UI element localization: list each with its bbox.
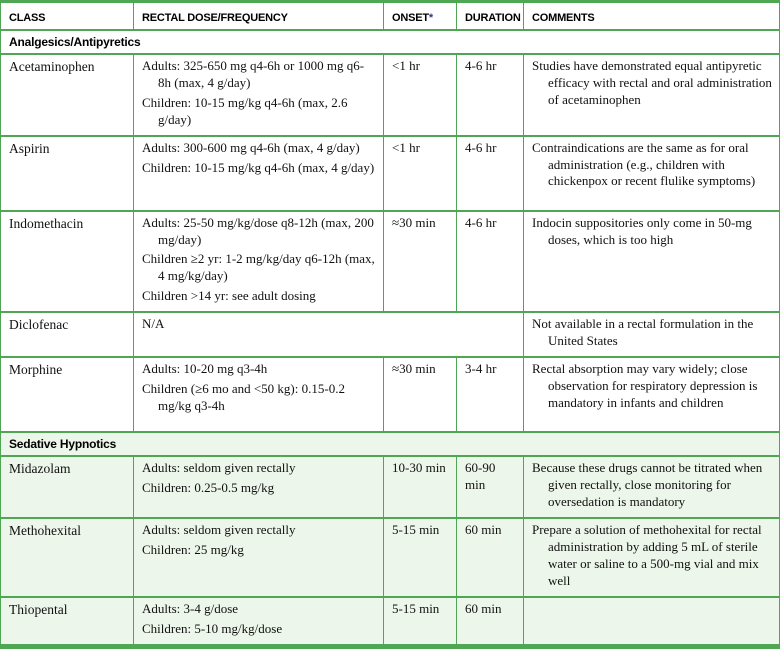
comment-text: Because these drugs cannot be titrated when given rectally, close monitoring for oversedation is mandatory <box>532 460 763 510</box>
dose-cell <box>134 597 384 646</box>
column-header-dose <box>134 2 384 30</box>
onset-cell: <1 hr <box>384 136 457 211</box>
dose-line: Adults: 325-650 mg q4-6h or 1000 mg q6-8h (max, 4 g/day) <box>142 58 365 90</box>
comments-cell <box>524 211 780 312</box>
onset-cell: 5-15 min <box>384 518 457 597</box>
dose-line: Adults: 10-20 mg q3-4h <box>142 360 268 376</box>
duration-cell: 3-4 hr <box>457 357 524 432</box>
table-row-morphine <box>1 357 780 432</box>
onset-footnote-asterisk: * <box>428 12 433 24</box>
onset-cell: ≈30 min <box>384 357 457 432</box>
comments-cell <box>524 312 780 357</box>
comment-text: Indocin suppositories only come in 50-mg doses, which is too high <box>532 214 752 247</box>
comments-cell <box>524 518 780 597</box>
duration-cell: 4-6 hr <box>457 136 524 211</box>
table-row-acetaminophen <box>1 54 780 136</box>
comments-cell <box>524 597 780 646</box>
comments-cell <box>524 54 780 136</box>
duration-cell: 4-6 hr <box>457 54 524 136</box>
duration-cell: 4-6 hr <box>457 211 524 312</box>
dose-line: Children: 25 mg/kg <box>142 542 244 558</box>
column-header-dose-label: RECTAL DOSE/FREQUENCY <box>142 12 288 24</box>
drug-name: Acetaminophen <box>1 54 134 136</box>
column-header-class <box>1 2 134 30</box>
column-header-onset-label: ONSET <box>392 12 429 24</box>
drug-name: Midazolam <box>1 456 134 518</box>
dose-line: Children >14 yr: see adult dosing <box>142 288 316 304</box>
drug-name: Diclofenac <box>1 312 134 357</box>
table-row-aspirin <box>1 136 780 211</box>
onset-cell: 5-15 min <box>384 597 457 646</box>
table-row-thiopental <box>1 597 780 646</box>
duration-cell: 60 min <box>457 518 524 597</box>
column-header-class-label: CLASS <box>9 12 46 24</box>
comments-cell <box>524 456 780 518</box>
column-header-onset <box>384 2 457 30</box>
drug-name: Methohexital <box>1 518 134 597</box>
table-row-indomethacin <box>1 211 780 312</box>
drug-name: Aspirin <box>1 136 134 211</box>
comments-cell <box>524 357 780 432</box>
dose-line: Children: 0.25-0.5 mg/kg <box>142 480 275 496</box>
dose-line: Children (≥6 mo and <50 kg): 0.15-0.2 mg/kg q3-4h <box>142 380 345 413</box>
dose-line: Adults: seldom given rectally <box>142 460 296 476</box>
dose-line: Children: 10-15 mg/kg q4-6h (max, 2.6 g/day) <box>142 94 348 127</box>
table-row-diclofenac <box>1 312 780 357</box>
dose-line: Children: 5-10 mg/kg/dose <box>142 620 283 636</box>
dose-line: Adults: 25-50 mg/kg/dose q8-12h (max, 200 mg/day) <box>142 214 374 247</box>
drug-name: Morphine <box>1 357 134 432</box>
dose-cell <box>134 456 384 518</box>
comment-text: Rectal absorption may vary widely; close observation for respiratory depression is mandatory in infants and children <box>532 360 758 410</box>
column-header-comments <box>524 2 780 30</box>
table-row-methohexital <box>1 518 780 597</box>
comment-text: Not available in a rectal formulation in the United States <box>532 316 754 348</box>
drug-name: Thiopental <box>1 597 134 646</box>
dose-line: Adults: seldom given rectally <box>142 522 296 538</box>
comment-text: Prepare a solution of methohexital for rectal administration by adding 5 mL of sterile water or saline to a 500-mg vial and mix well <box>532 522 762 588</box>
section-header-sedatives-label: Sedative Hypnotics <box>1 432 780 457</box>
section-header-analgesics-label: Analgesics/Antipyretics <box>1 30 780 55</box>
dose-line: Adults: 3-4 g/dose <box>142 600 239 616</box>
comment-text: Contraindications are the same as for oral administration (e.g., children with chickenpox or recent flulike symptoms) <box>532 139 756 189</box>
column-header-duration <box>457 2 524 30</box>
comment-text: Studies have demonstrated equal antipyretic efficacy with rectal and oral administration of acetaminophen <box>532 58 772 107</box>
dose-line: Adults: 300-600 mg q4-6h (max, 4 g/day) <box>142 139 360 155</box>
comments-cell <box>524 136 780 211</box>
drug-name: Indomethacin <box>1 211 134 312</box>
onset-cell: 10-30 min <box>384 456 457 518</box>
column-header-duration-label: DURATION <box>465 12 521 24</box>
dose-cell <box>134 518 384 597</box>
dose-cell <box>134 136 384 211</box>
dose-cell <box>134 54 384 136</box>
duration-cell: 60-90 min <box>457 456 524 518</box>
duration-cell: 60 min <box>457 597 524 646</box>
onset-cell: <1 hr <box>384 54 457 136</box>
dose-line: Children ≥2 yr: 1-2 mg/kg/day q6-12h (max, 4 mg/kg/day) <box>142 251 375 284</box>
onset-cell: ≈30 min <box>384 211 457 312</box>
section-header-analgesics <box>1 30 780 55</box>
dose-cell <box>134 357 384 432</box>
section-header-sedatives <box>1 432 780 457</box>
table-header-row <box>1 2 780 30</box>
table-row-midazolam <box>1 456 780 518</box>
column-header-comments-label: COMMENTS <box>532 12 595 24</box>
dose-cell <box>134 211 384 312</box>
dose-line: Children: 10-15 mg/kg q4-6h (max, 4 g/day) <box>142 159 375 175</box>
dose-cell: N/A <box>134 312 524 357</box>
